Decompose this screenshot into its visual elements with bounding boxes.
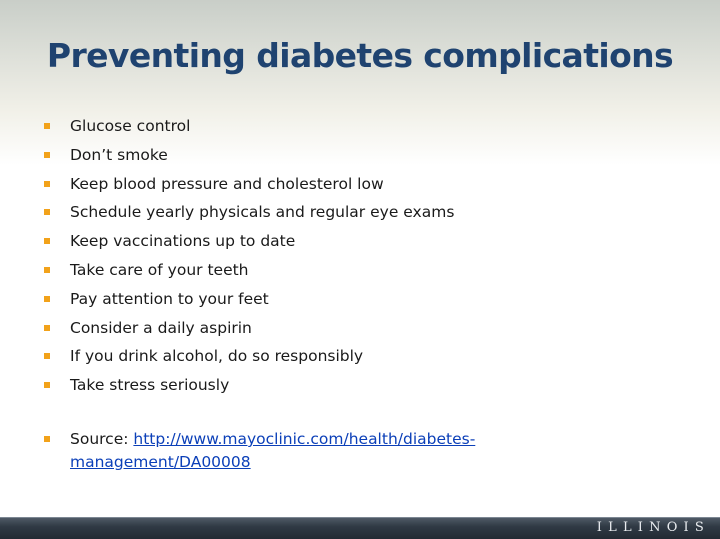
bullet-text: Don’t smoke [70,145,168,164]
bullet-item [44,141,684,170]
bullet-item [44,285,684,314]
square-bullet-icon [44,436,50,442]
footer-bar [0,517,720,539]
bullet-item [44,112,684,141]
source-label: Source: [70,430,134,448]
square-bullet-icon [44,209,50,215]
source-link-line1[interactable]: http://www.mayoclinic.com/health/diabetes- [133,430,476,448]
bullet-text: Schedule yearly physicals and regular eye exams [70,203,455,222]
square-bullet-icon [44,152,50,158]
square-bullet-icon [44,181,50,187]
square-bullet-icon [44,267,50,273]
bullet-text: Keep blood pressure and cholesterol low [70,174,384,193]
bullet-text: Glucose control [70,117,191,135]
square-bullet-icon [44,296,50,302]
square-bullet-icon [44,325,50,331]
bullet-text: Pay attention to your feet [70,289,269,308]
bullet-text: Take stress seriously [70,376,230,395]
bullet-item [44,342,684,371]
bullet-item [44,198,684,227]
bullet-item [44,227,684,256]
illinois-wordmark: ILLINOIS [596,520,710,535]
square-bullet-icon [44,123,50,129]
bullet-list [44,112,684,400]
square-bullet-icon [44,238,50,244]
source-link-line2[interactable]: management/DA00008 [70,453,251,471]
bullet-text: Take care of your teeth [70,260,249,279]
square-bullet-icon [44,353,50,359]
bullet-item [44,371,684,400]
bullet-item [44,170,684,199]
square-bullet-icon [44,382,50,388]
slide-title: Preventing diabetes complications [46,36,674,75]
bullet-item [44,314,684,343]
bullet-text: Keep vaccinations up to date [70,232,296,251]
source-citation [44,428,684,474]
bullet-text: If you drink alcohol, do so responsibly [70,347,364,366]
bullet-item [44,256,684,285]
bullet-text: Consider a daily aspirin [70,318,252,337]
